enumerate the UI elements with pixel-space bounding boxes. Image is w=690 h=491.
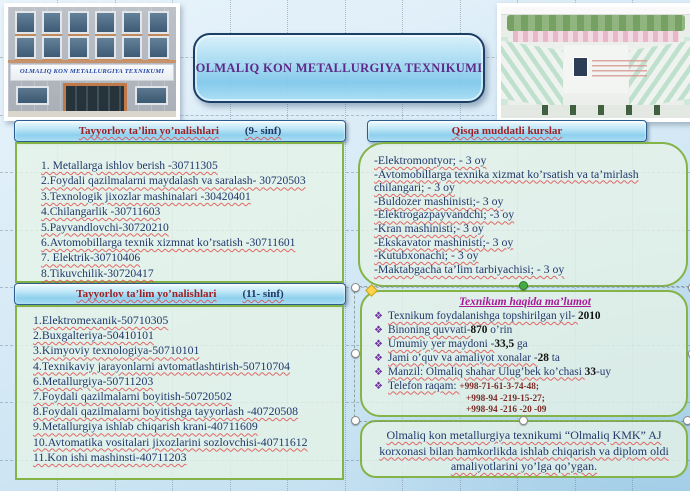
phone-label: Telefon raqam:	[387, 379, 460, 392]
selection-handle[interactable]	[351, 283, 360, 292]
diamond-bullet-icon: ❖	[374, 324, 383, 336]
list-9sinf[interactable]	[15, 142, 344, 283]
section-header-label: Qisqa muddatli kurslar	[451, 125, 563, 137]
diamond-bullet-icon: ❖	[374, 366, 383, 378]
list-item: 2.Buxgalteriya-50410101	[33, 328, 154, 343]
section-header-9sinf[interactable]	[14, 120, 346, 142]
ceiling-beam	[501, 7, 690, 15]
list-item: 10.Avtomatika vositalari jixozlarini sozlovchisi-40711612	[33, 434, 308, 449]
list-item: 5.Payvandlovchi-30720210	[41, 220, 169, 234]
building-lower-window	[16, 86, 49, 105]
title-banner[interactable]	[193, 33, 485, 103]
info-row	[374, 310, 676, 324]
list-item: 7. Elektrik-30710406	[41, 251, 141, 265]
phone-number: +998-94 -216 -20 -09	[466, 405, 547, 416]
info-text: ga	[514, 337, 528, 350]
note-box[interactable]	[360, 420, 688, 478]
building-steps	[8, 111, 176, 117]
course-item: -Elektromontyor; - 3 oy	[374, 153, 487, 167]
course-item: -Kutubxonachi; - 3 oy	[374, 248, 479, 263]
building-lower-window	[135, 86, 168, 105]
info-value: 28	[537, 351, 549, 364]
wall-text-lines	[592, 60, 647, 77]
course-item: -Avtomobillarga texnika xizmat ko’rsatish va ta’mirlash chilangari; - 3 oy	[374, 166, 639, 195]
phone-number: +998-71-61-3-74-48;	[459, 381, 539, 392]
list-item: 8.Tikuvchilik-30720417	[41, 266, 154, 280]
course-item: -Maktabgacha ta’lim tarbiyachisi; - 3 oy	[374, 261, 565, 276]
info-row	[374, 352, 676, 366]
list-item: 1.Elektromexanik-50710305	[33, 313, 169, 327]
wall-portrait	[573, 57, 588, 77]
section-header-grade: (11- sinf)	[242, 288, 284, 300]
section-header-label: Tayyorlov ta’lim yo’nalishlari	[76, 288, 217, 300]
flower-garland	[513, 31, 679, 42]
info-text: Binoning quvvati-	[387, 323, 471, 336]
building-photo[interactable]	[4, 3, 180, 121]
info-title: Texnikum haqida ma’lumot	[459, 296, 591, 308]
courses-box[interactable]	[358, 142, 688, 287]
note-text: Olmaliq kon metallurgiya texnikumi “Olmaliq KMK” AJ korxonasi bilan hamkorlikda ishlab chiqarish va diplom oldi amaliyotlarini yo’lga qo’ygan.	[379, 428, 669, 473]
selection-handle[interactable]	[683, 416, 690, 425]
course-item: -Buldozer mashinisti;- 3 oy	[374, 193, 504, 208]
section-header-grade: (9- sinf)	[244, 125, 282, 137]
selection-handle[interactable]	[351, 416, 360, 425]
diamond-bullet-icon: ❖	[374, 311, 383, 322]
info-text: o’rin	[487, 323, 513, 336]
hanging-plants	[507, 15, 685, 31]
info-box[interactable]	[360, 290, 688, 417]
info-text: Jami o’quv va amaliyot xonalar -	[387, 351, 538, 364]
list-item: 7.Foydali qazilmalarni boyitish-50720502	[33, 389, 232, 404]
info-row	[374, 338, 676, 352]
info-row	[374, 366, 676, 380]
info-text: Manzil: Olmaliq shahar Ulug’bek ko’chasi	[387, 365, 585, 378]
section-header-label: Tayyorlov ta’lim yo’nalishlari	[78, 125, 219, 137]
rotation-handle[interactable]	[519, 281, 528, 290]
list-item: 6.Metallurgiya-50711203	[33, 373, 154, 388]
list-item: 4.Texnikaviy jarayonlarni avtomatlashtirish-50710704	[33, 358, 291, 373]
info-row-phone	[374, 380, 676, 395]
phone-number: +998-94 -219-15-27;	[466, 394, 545, 405]
selection-handle[interactable]	[519, 416, 528, 425]
section-header-courses[interactable]	[367, 120, 647, 142]
info-row	[374, 324, 676, 338]
info-text: Umumiy yer maydoni -	[387, 337, 495, 350]
floor-plants	[520, 105, 672, 115]
selection-handle[interactable]	[351, 349, 360, 358]
list-item: 6.Avtomobillarga texnik xizmnat ko’rsatish -30711601	[41, 236, 296, 250]
course-item: -Kran mashinisti;- 3 oy	[374, 220, 484, 235]
interior-photo[interactable]	[497, 3, 690, 122]
info-text: -uy	[595, 365, 612, 378]
diamond-bullet-icon: ❖	[374, 338, 383, 350]
info-value: 33	[584, 365, 596, 378]
building-window-row	[8, 11, 176, 34]
building-window-row	[8, 36, 176, 59]
diamond-bullet-icon: ❖	[374, 380, 383, 392]
info-value: 870	[470, 323, 488, 336]
list-item: 1. Metallarga ishlov berish -30711305	[41, 159, 218, 172]
section-header-11sinf[interactable]	[14, 283, 346, 305]
staircase-left	[501, 40, 563, 109]
list-item: 3.Texnologik jixozlar mashinalari -30420401	[41, 189, 251, 203]
building-entrance-doors	[63, 83, 126, 111]
course-item: -Elektrogazpayvandchi; -3 oy	[374, 207, 515, 222]
info-value: 2010	[577, 310, 601, 322]
page-title: OLMALIQ KON METALLURGIYA TEXNIKUMI	[195, 60, 483, 75]
diamond-bullet-icon: ❖	[374, 352, 383, 364]
building-sign: OLMALIQ KON METALLURGIYA TEXNIKUMI	[10, 64, 174, 81]
list-item: 2.Foydali qazilmalarni maydalash va saralash- 30720503	[41, 174, 306, 188]
building-trim	[8, 60, 176, 63]
list-item: 9.Metallurgiya ishlab chiqarish krani-40711609	[33, 419, 258, 434]
info-text: ta	[548, 351, 560, 364]
course-item: -Ekskavator mashinisti;- 3 oy	[374, 234, 514, 249]
list-item: 4.Chilangarlik -30711603	[41, 205, 161, 219]
interior-hall	[501, 7, 690, 118]
info-value: 33,5	[494, 337, 515, 350]
list-item: 11.Kon ishi mashinsti-40711203	[33, 449, 187, 464]
building-facade	[8, 7, 176, 117]
list-item: 3.Kimyoviy texnologiya-50710101	[33, 343, 200, 358]
list-11sinf[interactable]	[15, 305, 344, 480]
list-item: 8.Foydali qazilmalarni boyitishga tayyorlash -40720508	[33, 404, 299, 419]
info-text: Texnikum foydalanishga topshirilgan yil-	[387, 310, 578, 322]
